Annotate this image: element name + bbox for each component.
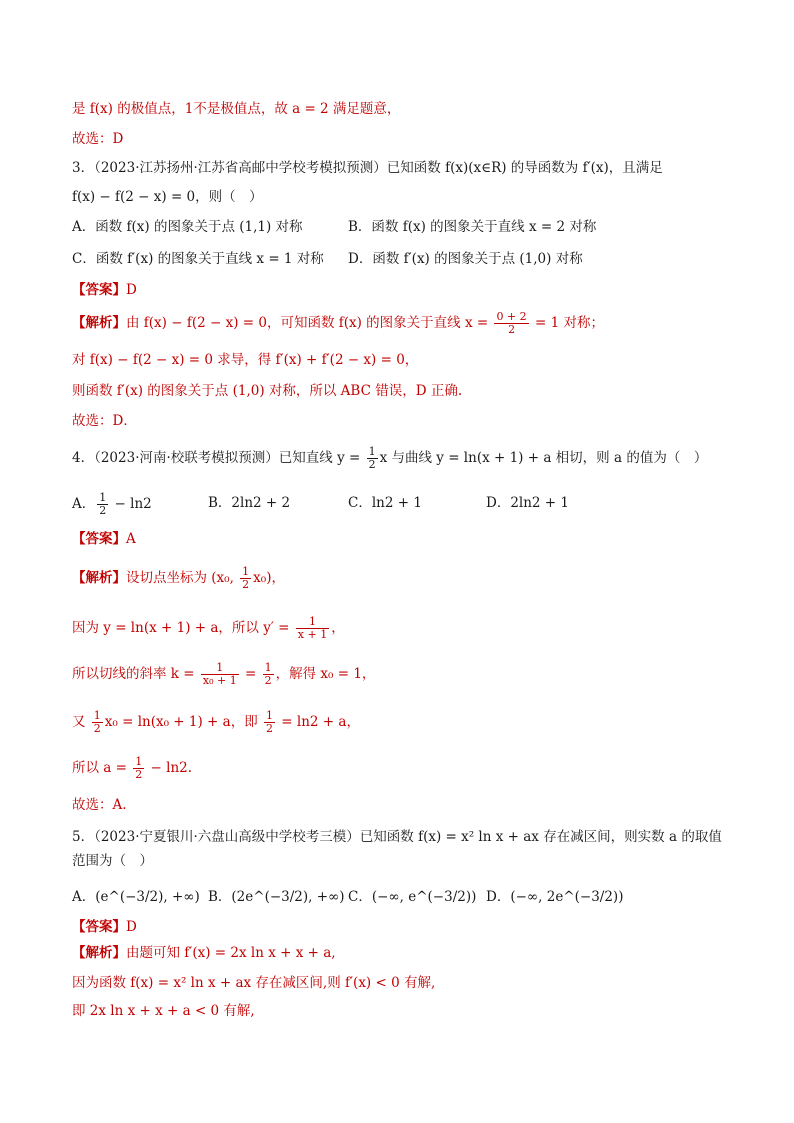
solution-5-line-3: 即 2x ln x + x + a < 0 有解, — [72, 1003, 255, 1019]
fraction — [92, 710, 103, 735]
fraction-den: 2 — [264, 674, 272, 687]
text: 所以切线的斜率 k = — [72, 666, 199, 682]
text: 又 — [72, 714, 90, 730]
text: = 1 对称； — [530, 315, 604, 331]
text: = ln2 + a， — [277, 714, 360, 730]
text: x₀)， — [253, 570, 285, 586]
answer-value: D — [126, 919, 137, 935]
question-5-stem: 5．（2023·宁夏银川·六盘山高级中学校考三模）已知函数 f(x) = x² ln x + ax 存在减区间，则实数 a 的取值 — [72, 829, 722, 845]
choice-4b: B．2ln2 + 2 — [208, 495, 291, 511]
text: 4．（2023·河南·校联考模拟预测）已知直线 y = — [72, 450, 365, 466]
fraction-den: 2 — [242, 578, 250, 591]
text: 由题可知 f′(x) = 2x ln x + x + a, — [126, 945, 336, 961]
answer-value: D — [126, 282, 137, 298]
text: 设切点坐标为 (x₀, — [126, 570, 239, 586]
solution-label: 【解析】 — [72, 315, 126, 331]
answer-label: 【答案】 — [72, 282, 126, 298]
fraction — [367, 446, 378, 471]
answer-label: 【答案】 — [72, 531, 126, 547]
fraction-den: 2 — [508, 323, 516, 336]
text: x 与曲线 y = ln(x + 1) + a 相切，则 a 的值为（ ） — [379, 450, 708, 466]
question-3-stem: 3．（2023·江苏扬州·江苏省高邮中学校考模拟预测）已知函数 f(x)(x∈R) 的导函数为 f′(x)，且满足 — [72, 160, 663, 176]
solution-3-line-2: 对 f(x) − f(2 − x) = 0 求导，得 f′(x) + f′(2 − x) = 0， — [72, 352, 419, 368]
choice-4a — [72, 492, 152, 517]
fraction — [296, 616, 329, 641]
text: ， — [331, 620, 345, 636]
fraction-den: 2 — [368, 458, 376, 471]
solution-5-line-1 — [72, 942, 722, 964]
answer-label: 【答案】 — [72, 919, 126, 935]
fraction-den: x₀ + 1 — [202, 674, 237, 687]
fraction-num: 1 — [242, 565, 250, 578]
choice-5c: C．(−∞, e^(−3/2)) — [348, 889, 477, 905]
fraction-num: 1 — [368, 445, 376, 458]
solution-4-line-1 — [72, 566, 722, 591]
fraction-num: 1 — [201, 662, 239, 675]
fraction-num: 1 — [135, 755, 143, 768]
text: ，解得 x₀ = 1， — [275, 666, 376, 682]
solution-label: 【解析】 — [72, 570, 126, 586]
text: A． — [72, 496, 96, 512]
choice-5a: A．(e^(−3/2), +∞) — [72, 889, 200, 905]
text: x₀ = ln(x₀ + 1) + a，即 — [104, 714, 263, 730]
fraction — [97, 492, 108, 517]
choice-4c: C．ln2 + 1 — [348, 495, 422, 511]
fraction-num: 1 — [296, 616, 329, 629]
text: 由 f(x) − f(2 − x) = 0，可知函数 f(x) 的图象关于直线 x = — [126, 315, 493, 331]
fraction — [263, 662, 274, 687]
fraction — [240, 566, 251, 591]
solution-label: 【解析】 — [72, 945, 126, 961]
fraction-den: 2 — [99, 504, 107, 517]
fraction-den: x + 1 — [297, 628, 328, 641]
question-3-stem-cont: f(x) − f(2 − x) = 0，则（ ） — [72, 189, 263, 205]
text: 所以 a = — [72, 760, 132, 776]
text: 因为 y = ln(x + 1) + a，所以 y′ = — [72, 620, 294, 636]
text-line: 是 f(x) 的极值点，1不是极值点，故 a = 2 满足题意， — [72, 101, 401, 117]
question-5-stem-cont: 范围为（ ） — [72, 853, 153, 869]
text: − ln2 — [110, 496, 152, 512]
choice-3a: A．函数 f(x) 的图象关于点 (1,1) 对称 — [72, 219, 303, 235]
fraction — [133, 756, 144, 781]
fraction — [201, 662, 239, 687]
fraction-num: 1 — [266, 709, 274, 722]
fraction — [264, 710, 275, 735]
solution-4-line-2 — [72, 616, 722, 641]
fraction-num: 0 + 2 — [496, 310, 527, 323]
solution-4-line-6: 故选：A. — [72, 797, 127, 813]
solution-5-line-2: 因为函数 f(x) = x² ln x + ax 存在减区间,则 f′(x) < 0 有解, — [72, 975, 436, 991]
fraction — [494, 311, 528, 336]
fraction-num: 1 — [264, 661, 272, 674]
solution-4-line-5 — [72, 756, 722, 781]
choice-3b: B．函数 f(x) 的图象关于直线 x = 2 对称 — [348, 219, 597, 235]
text: − ln2. — [146, 760, 193, 776]
choice-5d: D．(−∞, 2e^(−3/2)) — [486, 889, 624, 905]
choice-5b: B．(2e^(−3/2), +∞) — [208, 889, 345, 905]
solution-3-line-4: 故选：D． — [72, 413, 137, 429]
answer-4 — [72, 528, 722, 550]
solution-4-line-3 — [72, 662, 722, 687]
text-line: 故选：D — [72, 131, 124, 147]
choice-4d: D．2ln2 + 1 — [486, 495, 569, 511]
answer-3 — [72, 279, 722, 301]
fraction-den: 2 — [135, 768, 143, 781]
solution-4-line-4 — [72, 710, 722, 735]
fraction-den: 2 — [266, 722, 274, 735]
answer-value: A — [126, 531, 136, 547]
fraction-num: 1 — [93, 709, 101, 722]
fraction-num: 1 — [99, 491, 107, 504]
question-4-stem — [72, 446, 722, 471]
solution-3-line-1 — [72, 311, 722, 336]
answer-5 — [72, 916, 722, 938]
solution-3-line-3: 则函数 f′(x) 的图象关于点 (1,0) 对称，所以 ABC 错误，D 正确. — [72, 383, 463, 399]
text: = — [240, 666, 261, 682]
fraction-den: 2 — [93, 722, 101, 735]
choice-3d: D．函数 f′(x) 的图象关于点 (1,0) 对称 — [348, 251, 583, 267]
choice-3c: C．函数 f′(x) 的图象关于直线 x = 1 对称 — [72, 251, 324, 267]
